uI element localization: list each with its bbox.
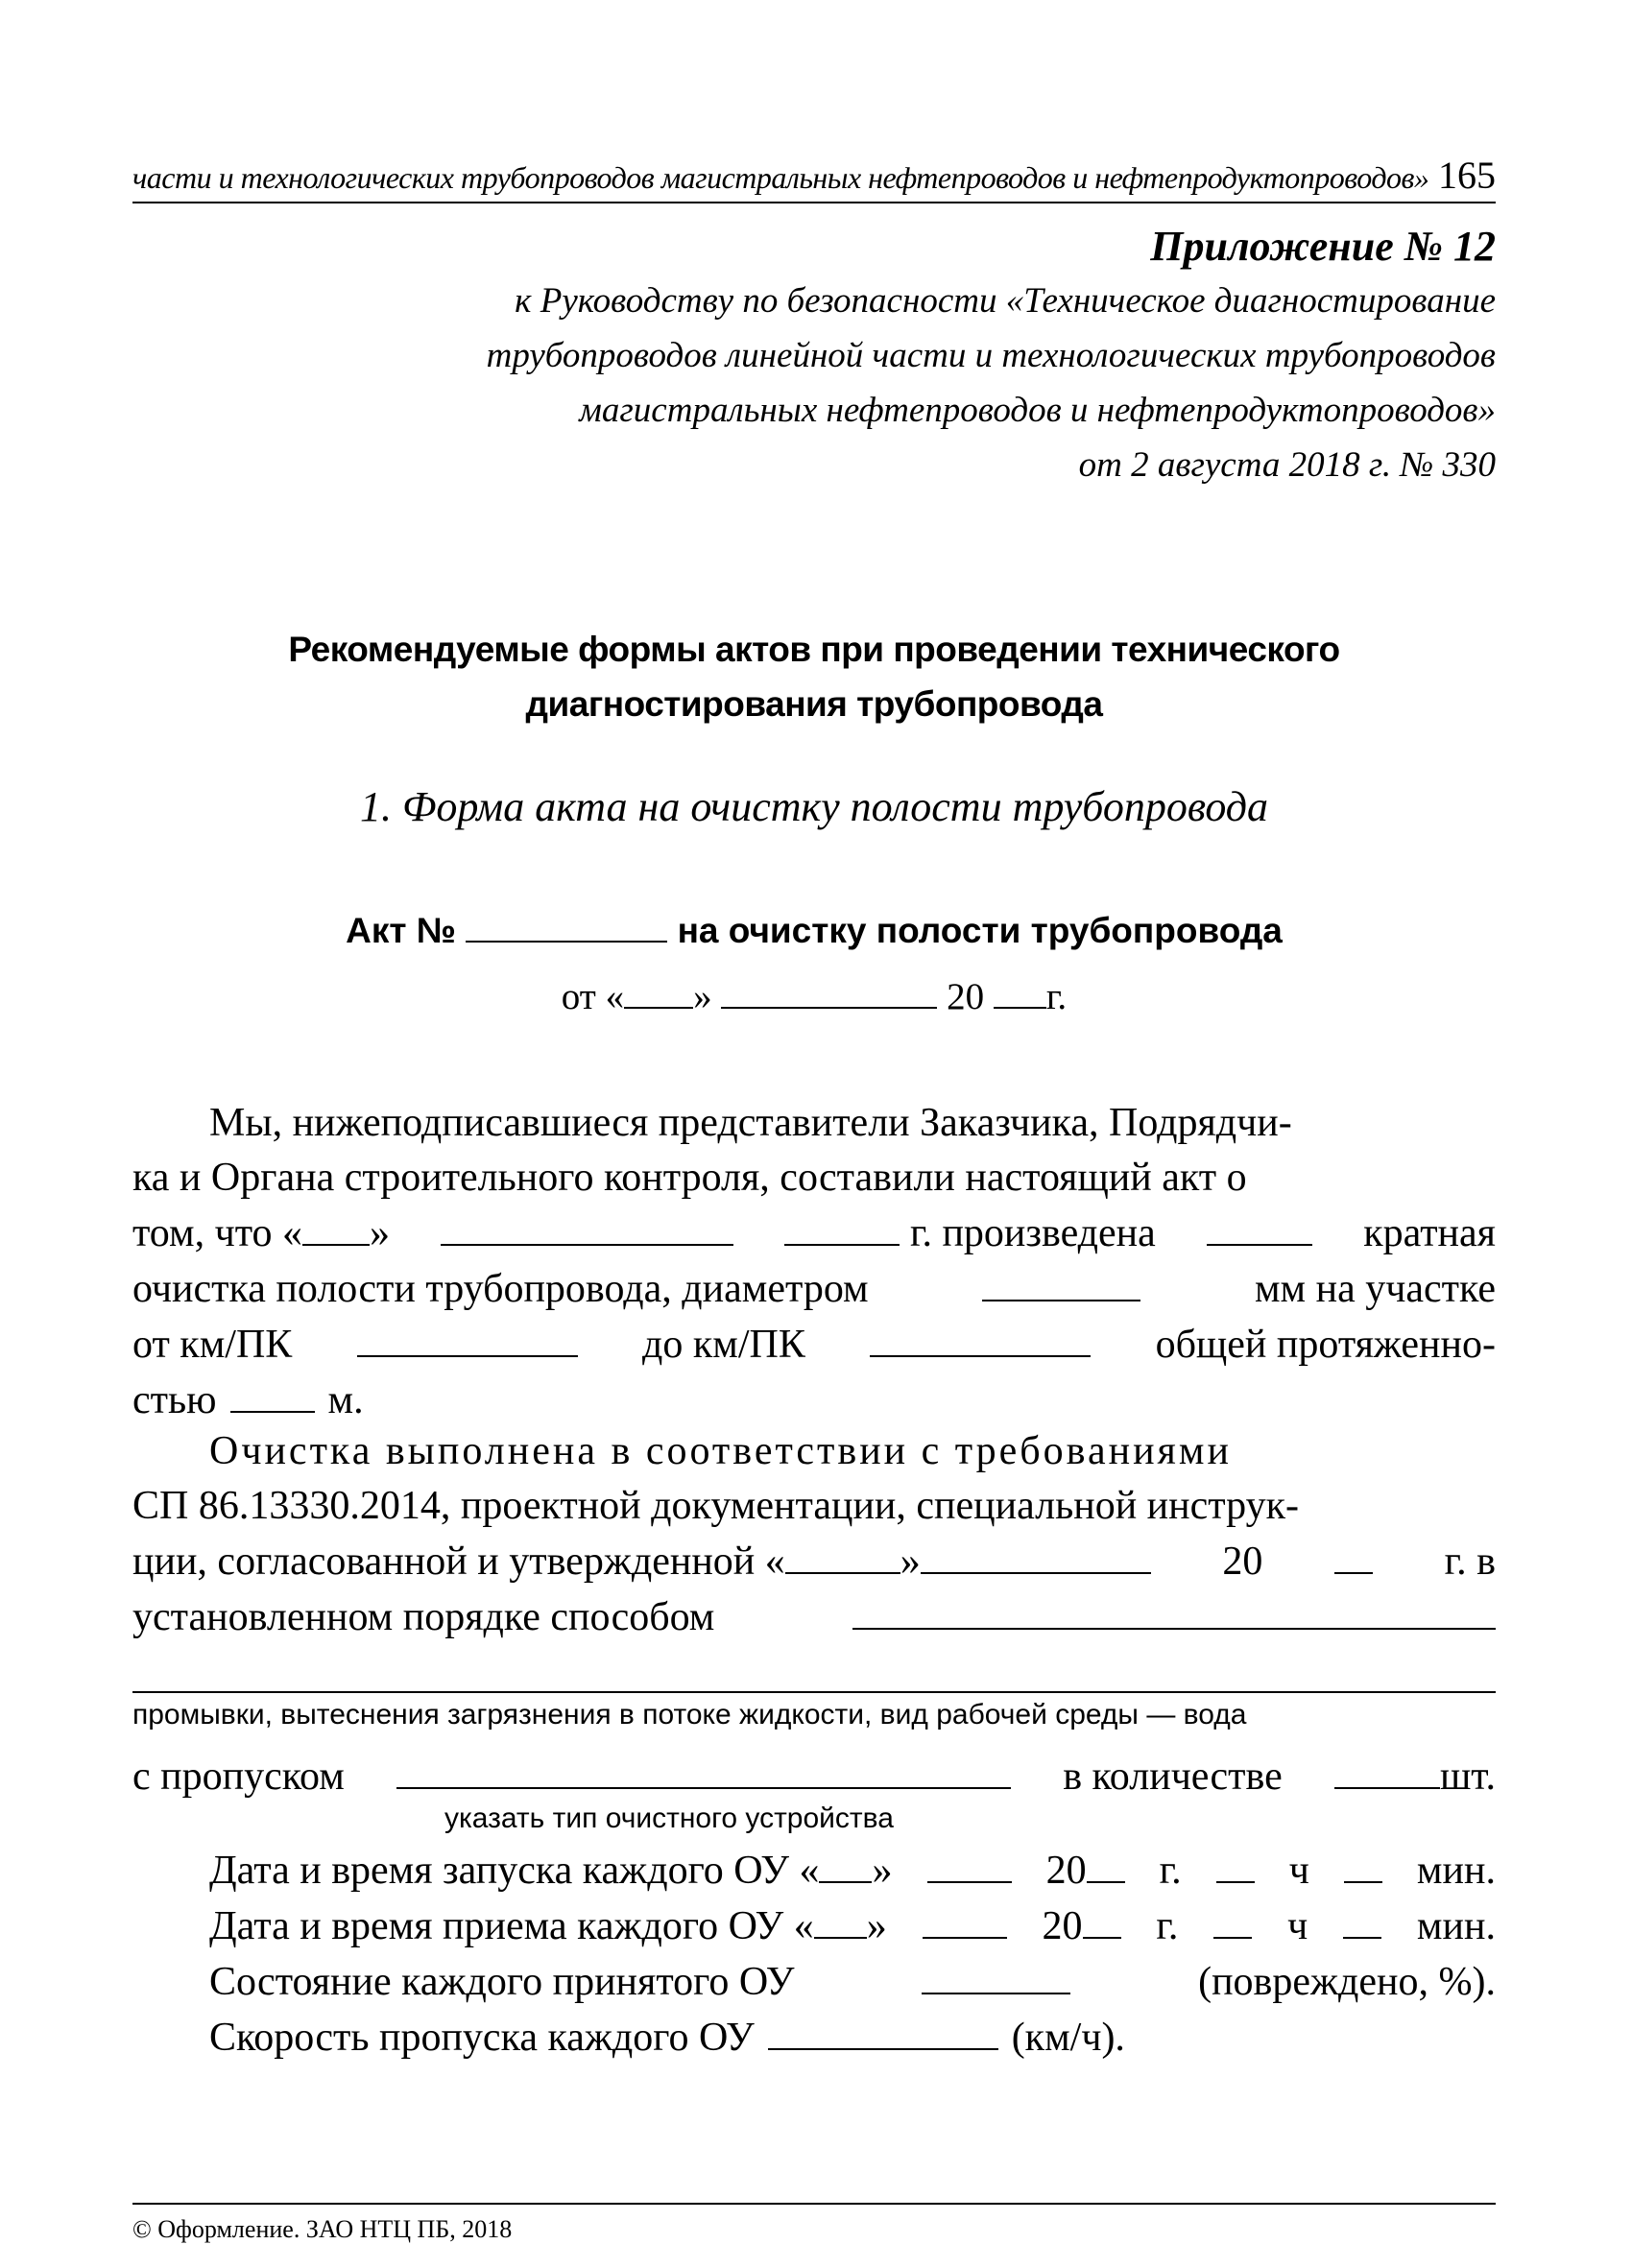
length-blank [230,1373,315,1413]
times-blank [1207,1206,1312,1246]
paragraph-1 [132,1096,1496,1428]
text-run: » [872,1848,893,1893]
text-run: в количестве [1063,1754,1283,1799]
act-year: 20 [947,976,985,1018]
text-run: общей протяженно- [1155,1322,1496,1367]
diameter-blank [982,1261,1140,1301]
speed-blank [768,2010,998,2050]
text-run: г. в [1444,1539,1496,1584]
running-head-text: части и технологических трубопроводов магистральных нефтепроводов и нефтепродуктопроводов» [132,160,1429,195]
text-run: том, что « [132,1210,303,1255]
text-run [209,1843,892,1898]
act-date-open: от « [561,976,625,1018]
month-blank [927,1843,1012,1883]
appendix-line: магистральных нефтепроводов и нефтепродуктопроводов» [579,391,1496,430]
text-run: Дата и время запуска каждого ОУ « [209,1848,820,1893]
text-run: (повреждено, %). [1198,1959,1496,2004]
device-type-blank [396,1749,1011,1789]
act-prefix: Акт № [346,911,456,951]
text-run: шт. [1439,1754,1496,1799]
text-run [1043,1898,1121,1954]
method-continuation-line [132,1691,1496,1693]
main-title-line: диагностирования трубопровода [525,684,1103,724]
month-blank [921,1534,1151,1574]
act-date-line [132,971,1496,1018]
text-run: мин. [1416,1903,1496,1948]
text-run: ции, согласованной и утвержденной « [132,1539,785,1584]
text-run: стью [132,1377,217,1422]
text-run: ч [1288,1848,1309,1893]
year-blank [784,1206,900,1246]
act-year-suffix: г. [1045,976,1068,1018]
text-run: Состояние каждого принятого ОУ [209,1959,795,2004]
appendix-title: Приложение № 12 [1150,223,1496,270]
text-line [132,1589,1496,1645]
text-run: кратная [1363,1210,1496,1255]
text-run: мин. [1416,1848,1496,1893]
text-run [132,1206,390,1261]
day-blank [302,1206,370,1246]
minute-blank [1344,1843,1382,1883]
text-run: г. [1159,1848,1182,1893]
running-head [132,144,1496,203]
text-line [132,1373,1496,1428]
km-from-blank [357,1317,578,1357]
date-blank [441,1206,733,1246]
year-blank [1083,1898,1121,1939]
appendix-line: трубопроводов линейной части и технологических трубопроводов [486,336,1496,375]
footer-rule [132,2203,1496,2205]
device-hint: указать тип очистного устройства [444,1802,894,1834]
text-line [132,1534,1496,1589]
text-line [132,1206,1496,1261]
text-run: Скорость пропуска каждого ОУ [209,2015,755,2060]
text-run: от км/ПК [132,1322,293,1367]
text-line [132,1843,1496,1898]
hour-blank [1216,1843,1255,1883]
text-run: установленном порядке способом [132,1594,715,1639]
text-run: 20 [1042,1903,1083,1948]
launch-block [132,1843,1496,2065]
pass-block [132,1749,1496,1804]
text-line [132,1151,1496,1206]
text-run: СП 86.13330.2014, проектной документации, специальной инструк- [132,1484,1299,1528]
text-run: г. произведена [909,1210,1156,1255]
page-number: 165 [1438,154,1496,197]
act-suffix: на очистку полости трубопровода [677,911,1283,951]
text-run [1046,1843,1125,1898]
form-title: 1. Форма акта на очистку полости трубопровода [359,783,1269,830]
main-title [132,622,1496,731]
text-run: до км/ПК [642,1322,805,1367]
month-blank [721,971,937,1009]
text-run: м. [327,1377,364,1422]
text-run: (км/ч). [1011,2015,1125,2060]
hour-blank [1213,1898,1252,1939]
text-run: » [900,1539,921,1584]
text-run: с пропуском [132,1754,345,1799]
text-line [132,2010,1496,2065]
text-line [132,1749,1496,1804]
paragraph-2 [132,1424,1496,1645]
day-blank [819,1843,872,1883]
text-line [132,1898,1496,1954]
text-run: » [866,1903,887,1948]
km-to-blank [870,1317,1091,1357]
minute-blank [1343,1898,1381,1939]
day-blank [814,1898,867,1939]
text-line [132,1317,1496,1373]
text-line [132,1261,1496,1317]
method-hint: промывки, вытеснения загрязнения в потоке жидкости, вид рабочей среды — вода [132,1699,1247,1731]
appendix-line: от 2 августа 2018 г. № 330 [1078,445,1496,485]
day-blank [785,1534,900,1574]
text-run: ч [1287,1903,1308,1948]
text-line [132,1424,1496,1479]
text-run: очистка полости трубопровода, диаметром [132,1266,869,1311]
text-line [132,1479,1496,1534]
year-blank [1334,1534,1373,1574]
act-title [132,907,1496,951]
appendix-line: к Руководству по безопасности «Техническое диагностирование [515,281,1496,321]
count-blank [1334,1749,1440,1789]
damage-blank [922,1954,1070,1994]
text-run: Мы, нижеподписавшиеся представители Заказчика, Подрядчи- [209,1101,1292,1145]
method-blank [852,1589,1496,1630]
text-run [209,1898,887,1954]
act-date-close: » [693,976,712,1018]
text-run: г. [1156,1903,1179,1948]
text-run: 20 [1222,1539,1263,1584]
footer-copyright: © Оформление. ЗАО НТЦ ПБ, 2018 [132,2215,513,2243]
text-run [1334,1749,1496,1804]
appendix-block [248,219,1496,492]
text-run [784,1206,1155,1261]
act-number-blank [466,907,667,943]
text-run: Очистка выполнена в соответствии с требованиями [209,1429,1232,1473]
year-blank [1087,1843,1125,1883]
main-title-line: Рекомендуемые формы актов при проведении технического [288,630,1340,669]
month-blank [923,1898,1007,1939]
day-blank [624,971,693,1009]
year-blank [994,971,1046,1009]
text-run: ка и Органа строительного контроля, составили настоящий акт о [132,1156,1247,1200]
text-run: Дата и время приема каждого ОУ « [209,1903,814,1948]
text-run: мм на участке [1254,1266,1496,1311]
text-line [132,1954,1496,2010]
text-run: » [370,1210,391,1255]
text-line [132,1096,1496,1151]
text-run: 20 [1045,1848,1087,1893]
text-run [132,1534,1151,1589]
